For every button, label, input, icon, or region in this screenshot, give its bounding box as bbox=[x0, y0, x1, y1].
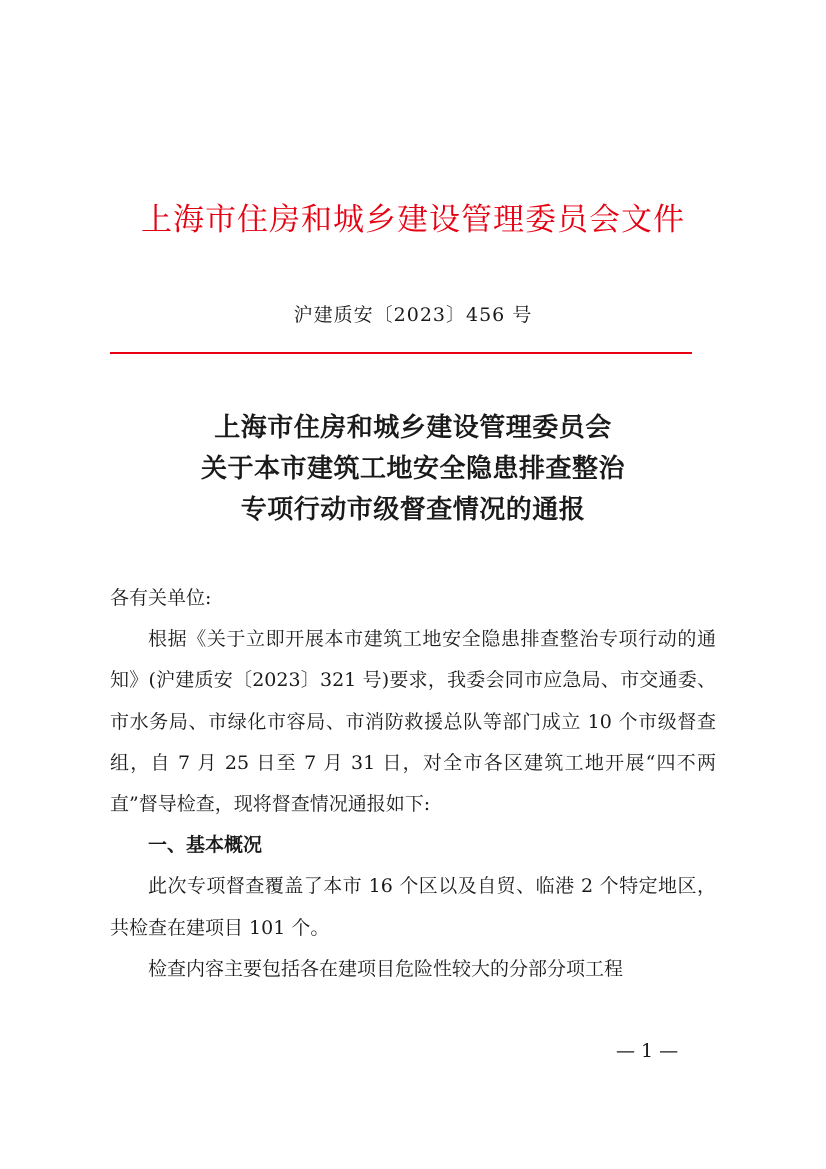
red-separator-line bbox=[110, 352, 692, 354]
salutation: 各有关单位: bbox=[110, 587, 212, 609]
paragraph-basis: 根据《关于立即开展本市建筑工地安全隐患排查整治专项行动的通知》(沪建质安〔2023〕321 号)要求，我委会同市应急局、市交通委、市水务局、市绿化市容局、市消防救援总队等部门成立 10 个市级督查组，自 7 月 25 日至 7 月 31 日，对全市各区建筑工地开展“四不两直”督导检查，现将督查情况通报如下: bbox=[110, 628, 716, 816]
document-title bbox=[0, 408, 826, 531]
issuer-header: 上海市住房和城乡建设管理委员会文件 bbox=[141, 202, 685, 238]
paragraph-inspection-content: 检查内容主要包括各在建项目危险性较大的分部分项工程 bbox=[148, 957, 624, 980]
title-line-1: 上海市住房和城乡建设管理委员会 bbox=[214, 413, 612, 443]
title-line-2: 关于本市建筑工地安全隐患排查整治 bbox=[200, 454, 625, 484]
page-number: — 1 — bbox=[616, 1040, 679, 1062]
section-heading-basic-overview: 一、基本概况 bbox=[148, 834, 263, 857]
title-line-3: 专项行动市级督查情况的通报 bbox=[240, 495, 586, 525]
document-body bbox=[110, 578, 716, 990]
paragraph-coverage: 此次专项督查覆盖了本市 16 个区以及自贸、临港 2 个特定地区，共检查在建项目 101 个。 bbox=[110, 875, 716, 939]
document-number: 沪建质安〔2023〕456 号 bbox=[293, 304, 533, 326]
